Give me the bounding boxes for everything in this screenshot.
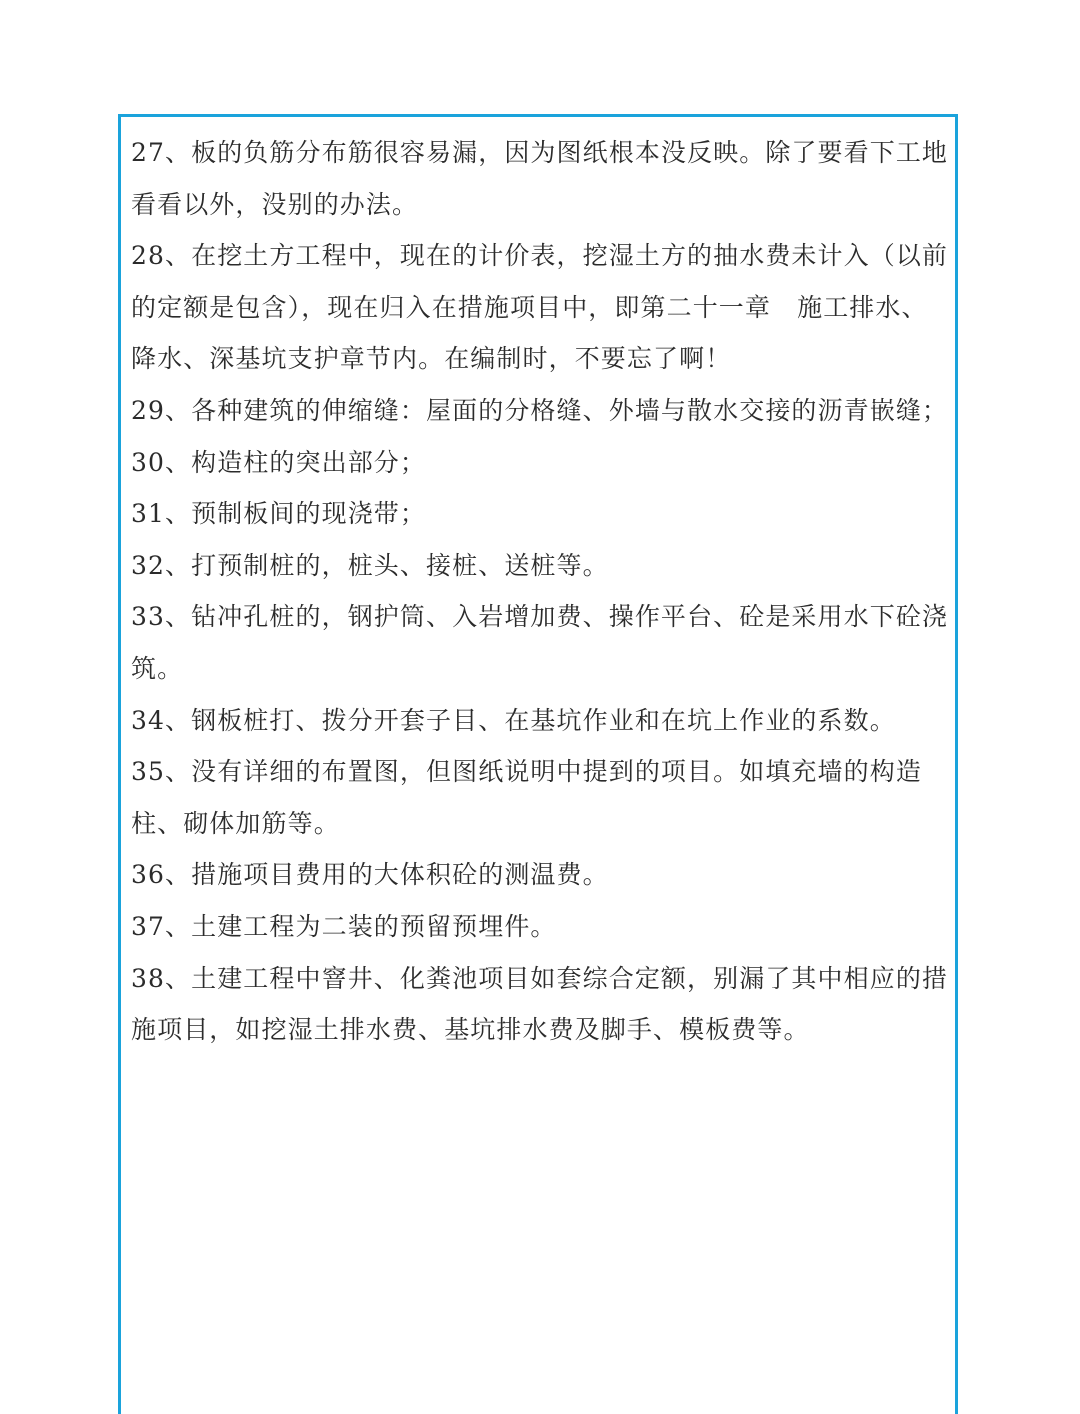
list-item: 35、没有详细的布置图，但图纸说明中提到的项目。如填充墙的构造柱、砌体加筋等。	[131, 757, 922, 838]
list-item: 33、钻冲孔桩的，钢护筒、入岩增加费、操作平台、砼是采用水下砼浇筑。	[131, 602, 949, 683]
list-item: 38、土建工程中窨井、化粪池项目如套综合定额，别漏了其中相应的措施项目，如挖湿土排水费、基坑排水费及脚手、模板费等。	[131, 963, 949, 1045]
list-item: 27、板的负筋分布筋很容易漏，因为图纸根本没反映。除了要看下工地看看以外，没别的办法。	[131, 138, 949, 219]
content-frame	[118, 114, 958, 1414]
list-item: 37、土建工程为二装的预留预埋件。	[131, 911, 557, 941]
item-list	[131, 127, 949, 1056]
list-item: 31、预制板间的现浇带；	[131, 499, 427, 529]
list-item: 34、钢板桩打、拨分开套子目、在基坑作业和在坑上作业的系数。	[131, 705, 896, 735]
list-item: 29、各种建筑的伸缩缝：屋面的分格缝、外墙与散水交接的沥青嵌缝；	[131, 395, 949, 425]
list-item: 32、打预制桩的，桩头、接桩、送桩等。	[131, 550, 609, 580]
list-item: 36、措施项目费用的大体积砼的测温费。	[131, 860, 609, 890]
list-item: 28、在挖土方工程中，现在的计价表，挖湿土方的抽水费未计入（以前的定额是包含），现在归入在措施项目中，即第二十一章 施工排水、降水、深基坑支护章节内。在编制时，不要忘了啊！	[131, 241, 949, 374]
list-item: 30、构造柱的突出部分；	[131, 447, 427, 477]
